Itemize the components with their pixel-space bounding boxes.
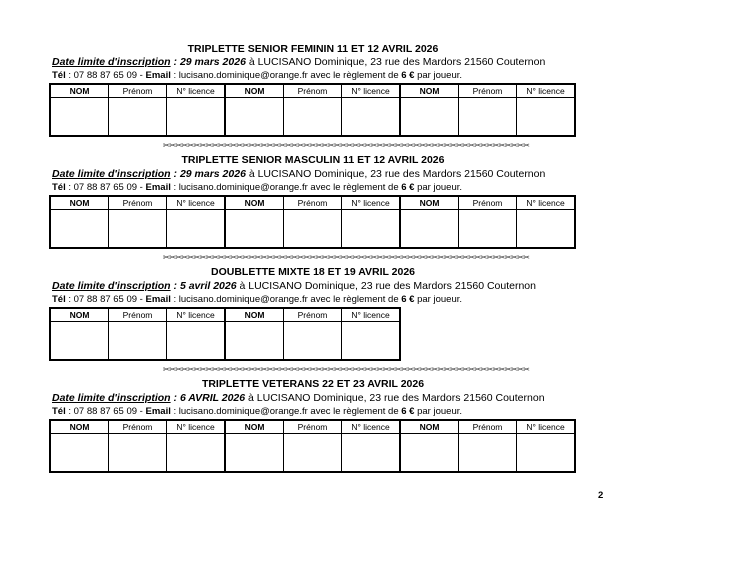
column-header: N° licence xyxy=(167,84,226,98)
scissors-separator: ✂✂✂✂✂✂✂✂✂✂✂✂✂✂✂✂✂✂✂✂✂✂✂✂✂✂✂✂✂✂✂✂✂✂✂✂✂✂✂✂✂✂✂✂✂✂✂✂✂✂✂✂✂✂✂✂✂✂✂✂ xyxy=(163,253,530,262)
entry-cell[interactable] xyxy=(167,322,226,361)
section-3-deadline xyxy=(52,280,536,293)
tel-label: Tél xyxy=(52,406,66,417)
deadline-label: Date limite d'inscription xyxy=(52,280,171,292)
entry-cell[interactable] xyxy=(167,434,226,473)
column-header: Prénom xyxy=(109,196,167,210)
entry-row xyxy=(50,434,575,473)
deadline-label: Date limite d'inscription xyxy=(52,168,171,180)
entry-cell[interactable] xyxy=(225,322,284,361)
entry-cell[interactable] xyxy=(167,98,226,137)
column-header: NOM xyxy=(400,84,459,98)
entry-row xyxy=(50,98,575,137)
deadline-address: à LUCISANO Dominique, 23 rue des Mardors 21560 Couternon xyxy=(245,168,546,180)
entry-cell[interactable] xyxy=(342,210,401,249)
entry-cell[interactable] xyxy=(517,434,576,473)
column-header: N° licence xyxy=(167,420,226,434)
section-2-deadline xyxy=(52,168,545,181)
fee: 6 € xyxy=(401,182,415,193)
email-label: Email xyxy=(145,406,171,417)
column-header: NOM xyxy=(225,84,284,98)
section-1-title: TRIPLETTE SENIOR FEMININ 11 ET 12 AVRIL 2026 xyxy=(187,43,439,55)
section-3-registration-table xyxy=(49,307,401,361)
column-header: NOM xyxy=(225,196,284,210)
table-header-row xyxy=(50,196,575,210)
column-header: Prénom xyxy=(459,196,517,210)
table-header-row xyxy=(50,420,575,434)
entry-row xyxy=(50,322,400,361)
entry-cell[interactable] xyxy=(225,210,284,249)
section-4-title: TRIPLETTE VETERANS 22 ET 23 AVRIL 2026 xyxy=(201,378,425,390)
entry-cell[interactable] xyxy=(459,210,517,249)
column-header: Prénom xyxy=(284,84,342,98)
tel-value: : 07 88 87 65 09 - xyxy=(65,406,146,417)
entry-cell[interactable] xyxy=(50,210,109,249)
tel-value: : 07 88 87 65 09 - xyxy=(65,70,146,81)
fee: 6 € xyxy=(401,70,415,81)
section-4-contact xyxy=(52,406,462,418)
deadline-address: à LUCISANO Dominique, 23 rue des Mardors 21560 Couternon xyxy=(245,56,546,68)
tel-value: : 07 88 87 65 09 - xyxy=(65,182,146,193)
column-header: Prénom xyxy=(109,84,167,98)
entry-cell[interactable] xyxy=(459,434,517,473)
table-header-row xyxy=(50,84,575,98)
column-header: NOM xyxy=(400,196,459,210)
section-3-contact xyxy=(52,294,462,306)
section-2-registration-table xyxy=(49,195,576,249)
entry-cell[interactable] xyxy=(400,210,459,249)
fee-suffix: par joueur. xyxy=(414,182,463,193)
deadline-date: : 29 mars 2026 xyxy=(170,56,246,68)
column-header: Prénom xyxy=(459,84,517,98)
section-4-deadline xyxy=(52,392,545,405)
email-value: : lucisano.dominique@orange.fr avec le règlement de xyxy=(170,294,402,305)
entry-cell[interactable] xyxy=(400,434,459,473)
column-header: Prénom xyxy=(459,420,517,434)
deadline-address: à LUCISANO Dominique, 23 rue des Mardors 21560 Couternon xyxy=(245,392,545,404)
column-header: NOM xyxy=(50,308,109,322)
deadline-date: : 6 AVRIL 2026 xyxy=(170,392,246,404)
column-header: N° licence xyxy=(342,420,401,434)
email-value: : lucisano.dominique@orange.fr avec le règlement de xyxy=(170,70,402,81)
section-4-registration-table xyxy=(49,419,576,473)
column-header: Prénom xyxy=(109,308,167,322)
section-2-title: TRIPLETTE SENIOR MASCULIN 11 ET 12 AVRIL 2026 xyxy=(181,154,445,166)
entry-cell[interactable] xyxy=(284,210,342,249)
section-3-title: DOUBLETTE MIXTE 18 ET 19 AVRIL 2026 xyxy=(210,266,416,278)
column-header: N° licence xyxy=(167,196,226,210)
deadline-date: : 5 avril 2026 xyxy=(170,280,237,292)
column-header: NOM xyxy=(225,308,284,322)
entry-cell[interactable] xyxy=(342,98,401,137)
deadline-date: : 29 mars 2026 xyxy=(170,168,246,180)
column-header: N° licence xyxy=(342,196,401,210)
email-label: Email xyxy=(145,70,171,81)
entry-cell[interactable] xyxy=(225,434,284,473)
column-header: N° licence xyxy=(517,420,576,434)
entry-cell[interactable] xyxy=(400,98,459,137)
scissors-separator: ✂✂✂✂✂✂✂✂✂✂✂✂✂✂✂✂✂✂✂✂✂✂✂✂✂✂✂✂✂✂✂✂✂✂✂✂✂✂✂✂✂✂✂✂✂✂✂✂✂✂✂✂✂✂✂✂✂✂✂✂ xyxy=(163,141,530,150)
section-1-registration-table xyxy=(49,83,576,137)
tel-label: Tél xyxy=(52,294,66,305)
entry-cell[interactable] xyxy=(284,434,342,473)
entry-cell[interactable] xyxy=(50,98,109,137)
tel-label: Tél xyxy=(52,182,66,193)
column-header: N° licence xyxy=(342,308,401,322)
email-label: Email xyxy=(145,182,171,193)
column-header: Prénom xyxy=(109,420,167,434)
table-header-row xyxy=(50,308,400,322)
fee: 6 € xyxy=(401,406,415,417)
email-value: : lucisano.dominique@orange.fr avec le règlement de xyxy=(170,406,402,417)
entry-cell[interactable] xyxy=(284,98,342,137)
fee-suffix: par joueur. xyxy=(414,294,463,305)
email-label: Email xyxy=(145,294,171,305)
column-header: NOM xyxy=(50,196,109,210)
entry-cell[interactable] xyxy=(225,98,284,137)
column-header: NOM xyxy=(50,420,109,434)
section-1-deadline xyxy=(52,56,545,69)
scissors-separator: ✂✂✂✂✂✂✂✂✂✂✂✂✂✂✂✂✂✂✂✂✂✂✂✂✂✂✂✂✂✂✂✂✂✂✂✂✂✂✂✂✂✂✂✂✂✂✂✂✂✂✂✂✂✂✂✂✂✂✂✂ xyxy=(163,365,530,374)
tel-label: Tél xyxy=(52,70,66,81)
section-1-contact xyxy=(52,70,462,82)
entry-cell[interactable] xyxy=(109,322,167,361)
entry-cell[interactable] xyxy=(167,210,226,249)
entry-cell[interactable] xyxy=(342,322,401,361)
tel-value: : 07 88 87 65 09 - xyxy=(65,294,146,305)
entry-row xyxy=(50,210,575,249)
fee-suffix: par joueur. xyxy=(414,406,463,417)
entry-cell[interactable] xyxy=(284,322,342,361)
deadline-label: Date limite d'inscription xyxy=(52,392,171,404)
column-header: Prénom xyxy=(284,308,342,322)
deadline-label: Date limite d'inscription xyxy=(52,56,171,68)
column-header: Prénom xyxy=(284,420,342,434)
section-2-contact xyxy=(52,182,462,194)
column-header: NOM xyxy=(50,84,109,98)
page-number: 2 xyxy=(598,490,604,501)
entry-cell[interactable] xyxy=(109,434,167,473)
column-header: NOM xyxy=(225,420,284,434)
entry-cell[interactable] xyxy=(342,434,401,473)
fee: 6 € xyxy=(401,294,415,305)
entry-cell[interactable] xyxy=(109,98,167,137)
fee-suffix: par joueur. xyxy=(414,70,463,81)
entry-cell[interactable] xyxy=(50,434,109,473)
entry-cell[interactable] xyxy=(459,98,517,137)
column-header: NOM xyxy=(400,420,459,434)
entry-cell[interactable] xyxy=(517,210,576,249)
column-header: Prénom xyxy=(284,196,342,210)
column-header: N° licence xyxy=(342,84,401,98)
entry-cell[interactable] xyxy=(50,322,109,361)
column-header: N° licence xyxy=(517,84,576,98)
column-header: N° licence xyxy=(167,308,226,322)
entry-cell[interactable] xyxy=(517,98,576,137)
column-header: N° licence xyxy=(517,196,576,210)
deadline-address: à LUCISANO Dominique, 23 rue des Mardors 21560 Couternon xyxy=(236,280,536,292)
email-value: : lucisano.dominique@orange.fr avec le règlement de xyxy=(170,182,402,193)
entry-cell[interactable] xyxy=(109,210,167,249)
